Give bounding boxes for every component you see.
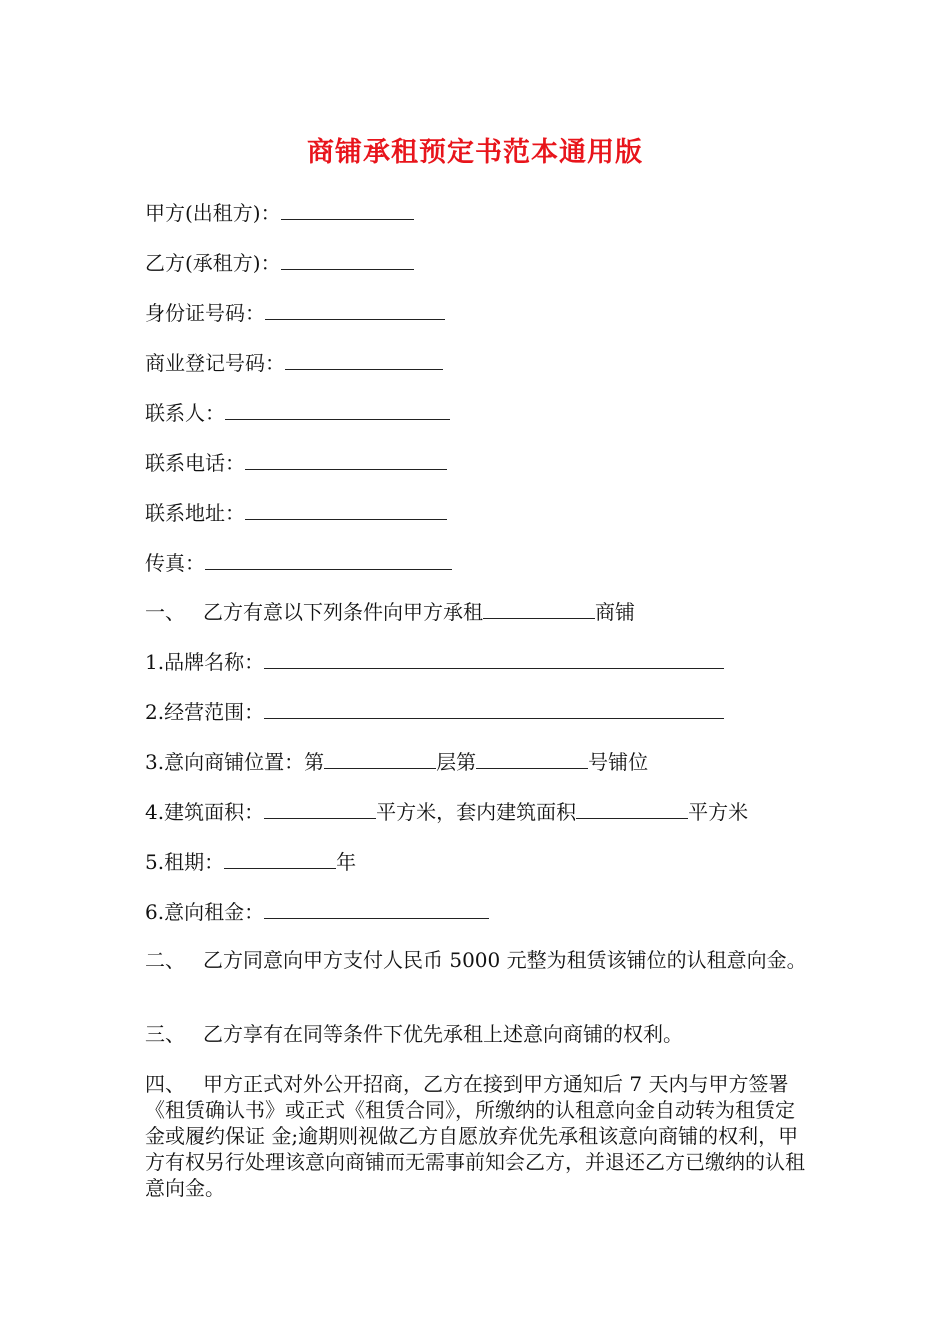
location-line [145,749,648,775]
id-number-blank[interactable] [265,301,445,320]
section1-text-after: 商铺 [595,600,635,624]
location-label-c: 号铺位 [588,750,649,774]
shop-number-blank[interactable] [476,750,588,769]
section3-number: 三、 [145,1022,185,1046]
contact-phone-line [145,450,447,476]
section4-text: 甲方正式对外公开招商，乙方在接到甲方通知后 7 天内与甲方签署《租赁确认书》或正式《租赁合同》，所缴纳的认租意向金自动转为租赁定金或履约保证 金;逾期则视做乙方自愿放弃优先承租该意向商铺的权利，甲方有权另行处理该意向商铺而无需事前知会乙方，并退还乙方已缴纳的认租意向金。 [145,1072,805,1200]
area-label-b: 平方米，套内建筑面积 [376,800,577,824]
contact-address-blank[interactable] [245,501,447,520]
contact-person-label: 联系人： [145,401,225,425]
id-number-line [145,300,445,326]
party-a-line [145,200,414,226]
party-b-label: 乙方(承租方)： [145,251,281,275]
section2-paragraph [145,947,810,973]
scope-blank[interactable] [264,700,724,719]
section1-number: 一、 [145,600,185,624]
inner-area-blank[interactable] [576,800,688,819]
contact-phone-blank[interactable] [245,451,447,470]
term-label-a: 5.租期： [145,850,225,874]
section1-line [145,599,635,625]
brand-line [145,649,724,675]
business-reg-line [145,350,443,376]
party-a-label: 甲方(出租方)： [145,201,281,225]
party-b-blank[interactable] [281,251,414,270]
fax-label: 传真： [145,551,205,575]
contact-person-blank[interactable] [225,401,450,420]
area-label-a: 4.建筑面积： [145,800,265,824]
area-label-c: 平方米 [688,800,749,824]
area-line [145,799,748,825]
scope-line [145,699,724,725]
brand-label: 1.品牌名称： [145,650,265,674]
section4-paragraph [145,1071,810,1201]
section2-text: 乙方同意向甲方支付人民币 5000 元整为租赁该铺位的认租意向金。 [203,948,807,972]
location-label-b: 层第 [436,750,477,774]
fax-blank[interactable] [205,551,452,570]
contact-phone-label: 联系电话： [145,451,245,475]
rent-blank[interactable] [264,900,489,919]
rent-line [145,899,489,925]
building-area-blank[interactable] [264,800,376,819]
section1-blank[interactable] [483,600,595,619]
party-b-line [145,250,414,276]
contact-address-line [145,500,447,526]
location-label-a: 3.意向商铺位置：第 [145,750,325,774]
party-a-blank[interactable] [281,201,414,220]
section2-number: 二、 [145,948,185,972]
contact-person-line [145,400,450,426]
section3-paragraph [145,1021,810,1047]
business-reg-label: 商业登记号码： [145,351,285,375]
document-title: 商铺承租预定书范本通用版 [307,137,643,168]
rent-label: 6.意向租金： [145,900,265,924]
floor-blank[interactable] [324,750,436,769]
term-blank[interactable] [224,850,336,869]
section1-text-before: 乙方有意以下列条件向甲方承租 [203,600,483,624]
brand-blank[interactable] [264,650,724,669]
section3-text: 乙方享有在同等条件下优先承租上述意向商铺的权利。 [203,1022,683,1046]
term-line [145,849,356,875]
business-reg-blank[interactable] [285,351,443,370]
section4-number: 四、 [145,1072,185,1096]
id-number-label: 身份证号码： [145,301,265,325]
fax-line [145,550,452,576]
contact-address-label: 联系地址： [145,501,245,525]
term-label-b: 年 [336,850,357,874]
scope-label: 2.经营范围： [145,700,265,724]
